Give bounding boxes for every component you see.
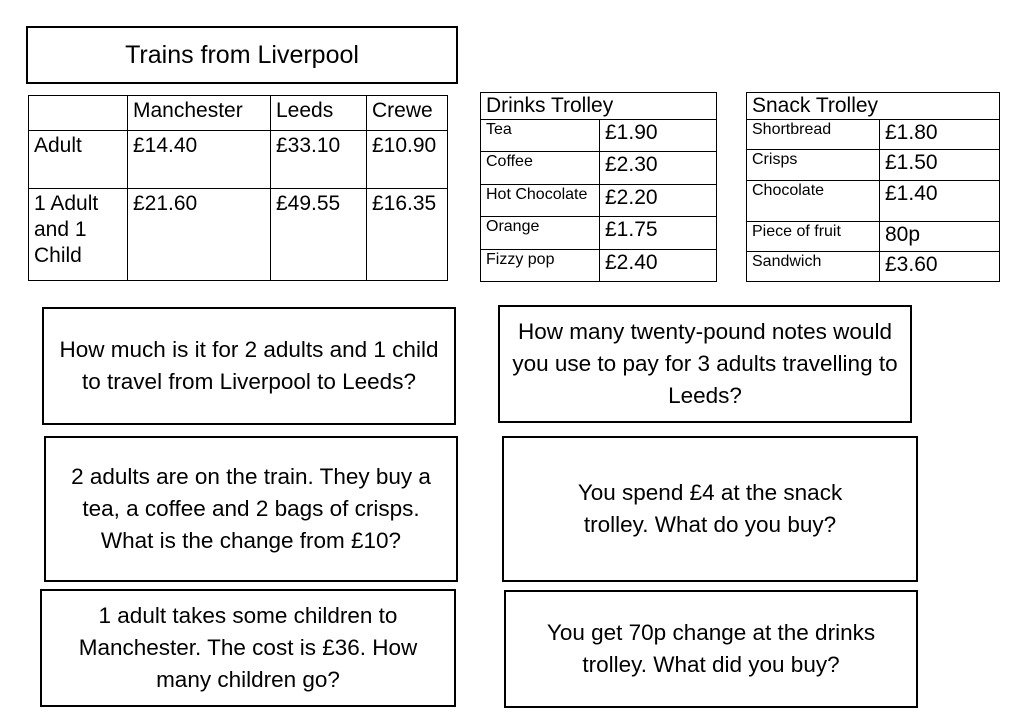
snacks-row (747, 251, 1000, 281)
drink-price: £2.20 (600, 184, 717, 216)
fares-column-header: Crewe (367, 96, 448, 131)
drink-name: Orange (481, 217, 600, 249)
drinks-trolley-table (480, 92, 717, 282)
snack-trolley-table (746, 92, 1000, 282)
snacks-row (747, 221, 1000, 251)
snack-price: £1.80 (880, 120, 1000, 150)
drink-name: Coffee (481, 152, 600, 184)
drinks-row (481, 152, 717, 184)
snack-name: Chocolate (747, 180, 880, 221)
fare-cell: £49.55 (271, 188, 367, 280)
drink-name: Fizzy pop (481, 249, 600, 281)
fares-column-header: Manchester (128, 96, 271, 131)
drink-price: £2.40 (600, 249, 717, 281)
drink-price: £1.90 (600, 120, 717, 152)
drink-name: Tea (481, 120, 600, 152)
question-card: How many twenty-pound notes would you use to pay for 3 adults travelling to Leeds? (498, 305, 912, 423)
snack-price: £1.50 (880, 150, 1000, 180)
snack-price: £1.40 (880, 180, 1000, 221)
question-card: You spend £4 at the snack trolley. What do you buy? (502, 436, 918, 582)
fares-header-row (29, 96, 448, 131)
snack-price: £3.60 (880, 251, 1000, 281)
fares-corner-cell (29, 96, 128, 131)
fares-row-label: 1 Adult and 1 Child (29, 188, 128, 280)
snack-name: Shortbread (747, 120, 880, 150)
fare-cell: £10.90 (367, 130, 448, 188)
fare-cell: £33.10 (271, 130, 367, 188)
fares-column-header: Leeds (271, 96, 367, 131)
question-card: 1 adult takes some children to Manchester. The cost is £36. How many children go? (40, 589, 456, 707)
fare-cell: £14.40 (128, 130, 271, 188)
snacks-row (747, 180, 1000, 221)
snack-name: Crisps (747, 150, 880, 180)
drinks-title-row (481, 93, 717, 120)
fares-row (29, 130, 448, 188)
drink-name: Hot Chocolate (481, 184, 600, 216)
drinks-trolley-title: Drinks Trolley (481, 93, 717, 120)
drinks-row (481, 184, 717, 216)
drinks-row (481, 120, 717, 152)
fares-row (29, 188, 448, 280)
snacks-row (747, 120, 1000, 150)
question-card: 2 adults are on the train. They buy a tea, a coffee and 2 bags of crisps. What is the change from £10? (44, 436, 458, 582)
question-card: How much is it for 2 adults and 1 child to travel from Liverpool to Leeds? (42, 307, 456, 425)
drinks-row (481, 217, 717, 249)
drink-price: £2.30 (600, 152, 717, 184)
page-title: Trains from Liverpool (26, 26, 458, 84)
snacks-row (747, 150, 1000, 180)
fares-table (28, 95, 448, 281)
snack-price: 80p (880, 221, 1000, 251)
snack-trolley-title: Snack Trolley (747, 93, 1000, 120)
snack-name: Piece of fruit (747, 221, 880, 251)
question-card: You get 70p change at the drinks trolley. What did you buy? (504, 590, 918, 708)
snacks-title-row (747, 93, 1000, 120)
drink-price: £1.75 (600, 217, 717, 249)
fare-cell: £16.35 (367, 188, 448, 280)
snack-name: Sandwich (747, 251, 880, 281)
fares-row-label: Adult (29, 130, 128, 188)
drinks-row (481, 249, 717, 281)
fare-cell: £21.60 (128, 188, 271, 280)
